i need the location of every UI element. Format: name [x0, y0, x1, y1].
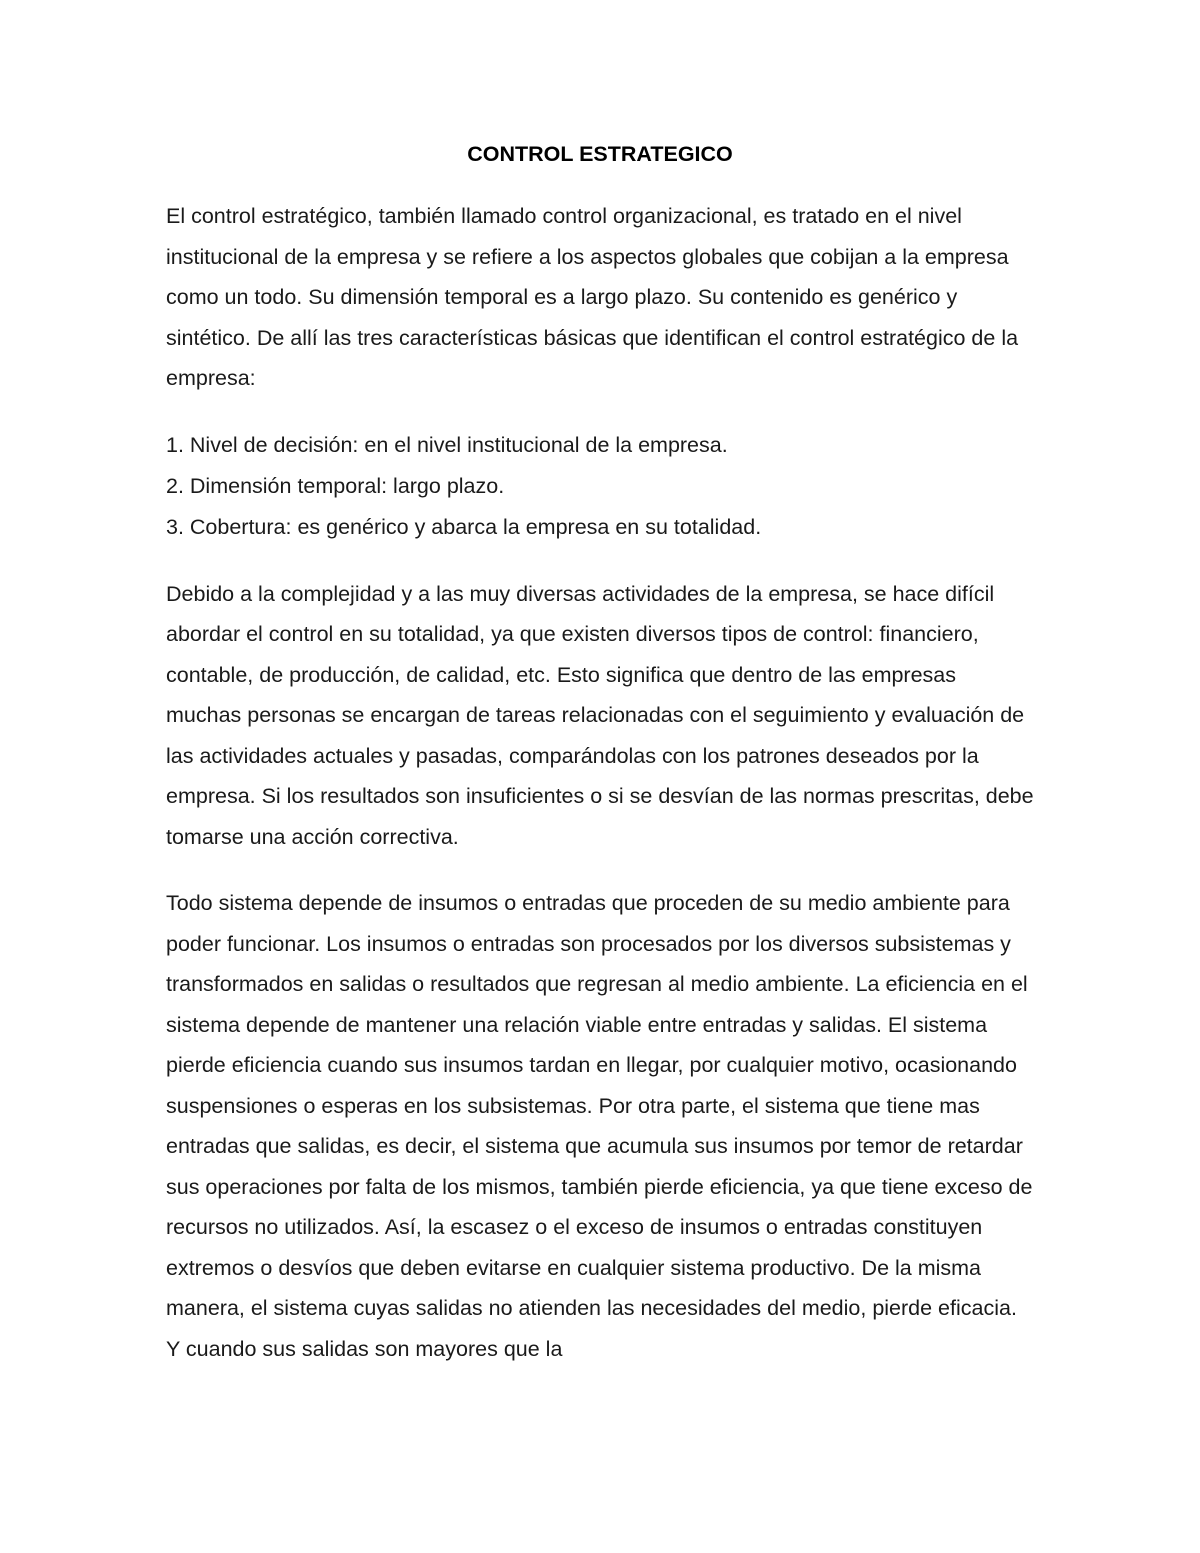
paragraph-control-types: Debido a la complejidad y a las muy diversas actividades de la empresa, se hace difícil abordar el control en su totalidad, ya que existen diversos tipos de control: financiero, contable, de producción, de calidad, etc. Esto significa que dentro de las empresas muchas personas se encargan de tareas relacionadas con el seguimiento y evaluación de las actividades actuales y pasadas, comparándolas con los patrones deseados por la empresa. Si los resultados son insuficientes o si se desvían de las normas prescritas, debe tomarse una acción correctiva.: [166, 581, 1034, 849]
list-item: 2. Dimensión temporal: largo plazo.: [166, 473, 505, 498]
paragraph-intro: El control estratégico, también llamado control organizacional, es tratado en el nivel institucional de la empresa y se refiere a los aspectos globales que cobijan a la empresa como un todo. Su dimensión temporal es a largo plazo. Su contenido es genérico y sintético. De allí las tres características básicas que identifican el control estratégico de la empresa:: [166, 204, 1019, 390]
document-title: CONTROL ESTRATEGICO: [467, 142, 733, 166]
list-item: 1. Nivel de decisión: en el nivel institucional de la empresa.: [166, 432, 728, 457]
document-body: [166, 138, 1034, 1395]
paragraph-system-inputs: Todo sistema depende de insumos o entradas que proceden de su medio ambiente para poder funcionar. Los insumos o entradas son procesados por los diversos subsistemas y transformados en salidas o resultados que regresan al medio ambiente. La eficiencia en el sistema depende de mantener una relación viable entre entradas y salidas. El sistema pierde eficiencia cuando sus insumos tardan en llegar, por cualquier motivo, ocasionando suspensiones o esperas en los subsistemas. Por otra parte, el sistema que tiene mas entradas que salidas, es decir, el sistema que acumula sus insumos por temor de retardar sus operaciones por falta de los mismos, también pierde eficiencia, ya que tiene exceso de recursos no utilizados. Así, la escasez o el exceso de insumos o entradas constituyen extremos o desvíos que deben evitarse en cualquier sistema productivo. De la misma manera, el sistema cuyas salidas no atienden las necesidades del medio, pierde eficacia. Y cuando sus salidas son mayores que la: [166, 891, 1033, 1361]
list-item: 3. Cobertura: es genérico y abarca la empresa en su totalidad.: [166, 514, 762, 539]
characteristics-list: [166, 425, 1034, 548]
